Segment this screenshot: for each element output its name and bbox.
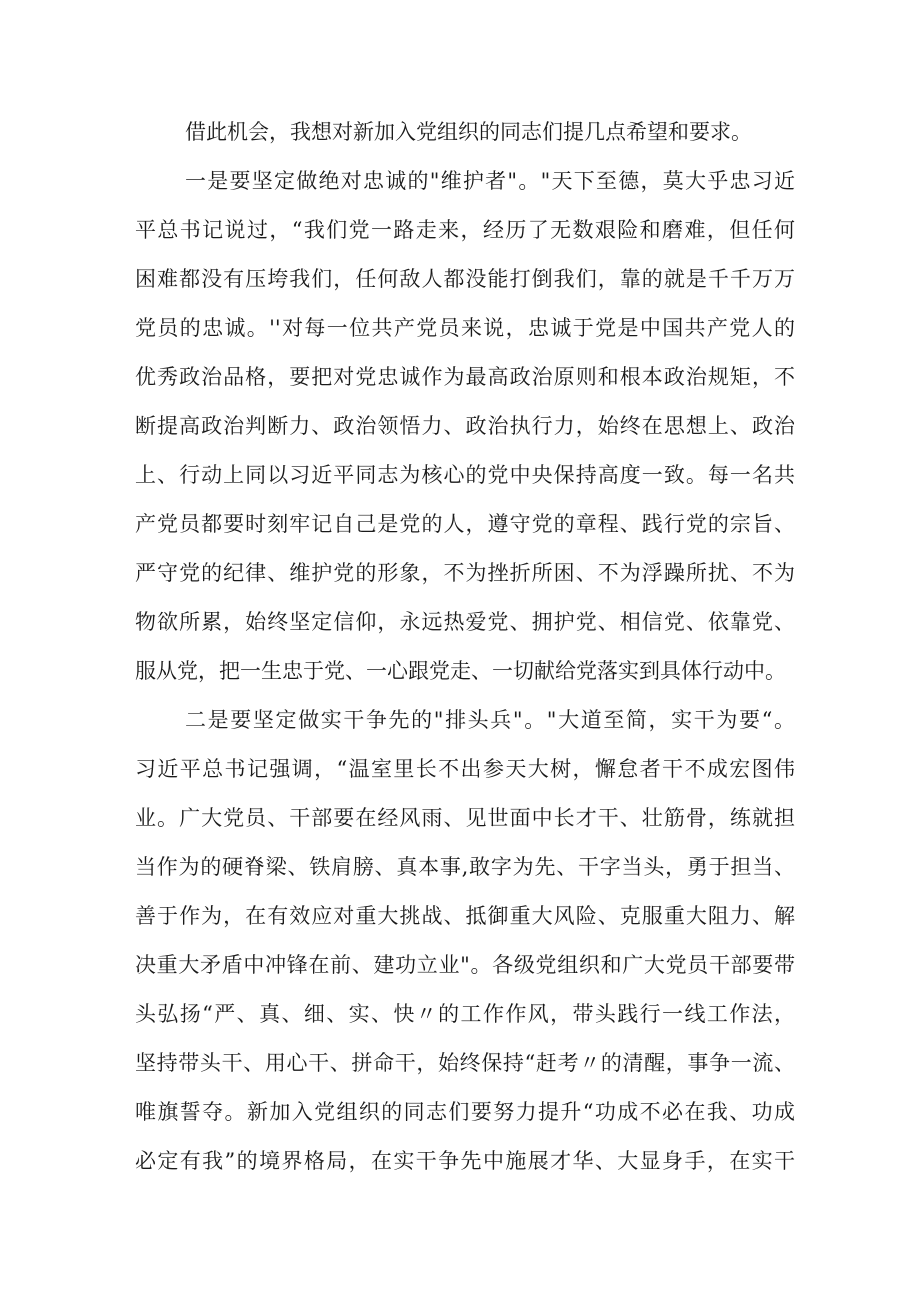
- text-line: 严守党的纪律、维护党的形象，不为挫折所困、不为浮躁所扰、不为: [135, 561, 795, 585]
- text-line: 物欲所累，始终坚定信仰，永远热爱党、拥护党、相信党、依靠党、: [135, 610, 795, 634]
- text-line: 断提高政治判断力、政治领悟力、政治执行力，始终在思想上、政治: [135, 414, 795, 438]
- paragraph-intro: [135, 108, 795, 157]
- paragraph-loyalty: [135, 157, 795, 696]
- text-line: 产党员都要时刻牢记自己是党的人，遵守党的章程、践行党的宗旨、: [135, 512, 795, 536]
- text-line: 优秀政治品格，要把对党忠诚作为最高政治原则和根本政治规矩，不: [135, 365, 795, 389]
- text-line: 上、行动上同以习近平同志为核心的党中央保持高度一致。每一名共: [135, 463, 795, 487]
- text-line: 党员的忠诚。''对每一位共产党员来说，忠诚于党是中国共产党人的: [135, 316, 795, 340]
- text-line: 坚持带头干、用心干、拼命干，始终保持“赶考〃的清醒，事争一流、: [135, 1051, 795, 1075]
- text-line: 平总书记说过，“我们党一路走来，经历了无数艰险和磨难，但任何: [135, 218, 795, 242]
- text-line: 习近平总书记强调，“温室里长不出参天大树，懈怠者干不成宏图伟: [135, 757, 795, 781]
- text-line: 业。广大党员、干部要在经风雨、见世面中长才干、壮筋骨，练就担: [135, 806, 795, 830]
- text-line: 必定有我”的境界格局，在实干争先中施展才华、大显身手，在实干: [135, 1149, 795, 1173]
- text-line: 借此机会，我想对新加入党组织的同志们提几点希望和要求。: [185, 120, 752, 144]
- text-line: 服从党，把一生忠于党、一心跟党走、一切献给党落实到具体行动中。: [135, 659, 786, 683]
- text-line: 善于作为，在有效应对重大挑战、抵御重大风险、克服重大阻力、解: [135, 904, 795, 928]
- text-line: 二是要坚定做实干争先的"排头兵"。"大道至简，实干为要“。: [185, 708, 795, 732]
- text-line: 头弘扬“严、真、细、实、快〃的工作作风，带头践行一线工作法，: [135, 1002, 795, 1026]
- text-line: 当作为的硬脊梁、铁肩膀、真本事,敢字为先、干字当头，勇于担当、: [135, 855, 795, 879]
- text-line: 唯旗誓夺。新加入党组织的同志们要努力提升“功成不必在我、功成: [135, 1100, 795, 1124]
- text-line: 一是要坚定做绝对忠诚的"维护者"。"天下至德，莫大乎忠习近: [185, 169, 795, 193]
- text-line: 困难都没有压垮我们，任何敌人都没能打倒我们，靠的就是千千万万: [135, 267, 795, 291]
- paragraph-hard-work: [135, 696, 795, 1186]
- text-line: 决重大矛盾中冲锋在前、建功立业"。各级党组织和广大党员干部要带: [135, 953, 795, 977]
